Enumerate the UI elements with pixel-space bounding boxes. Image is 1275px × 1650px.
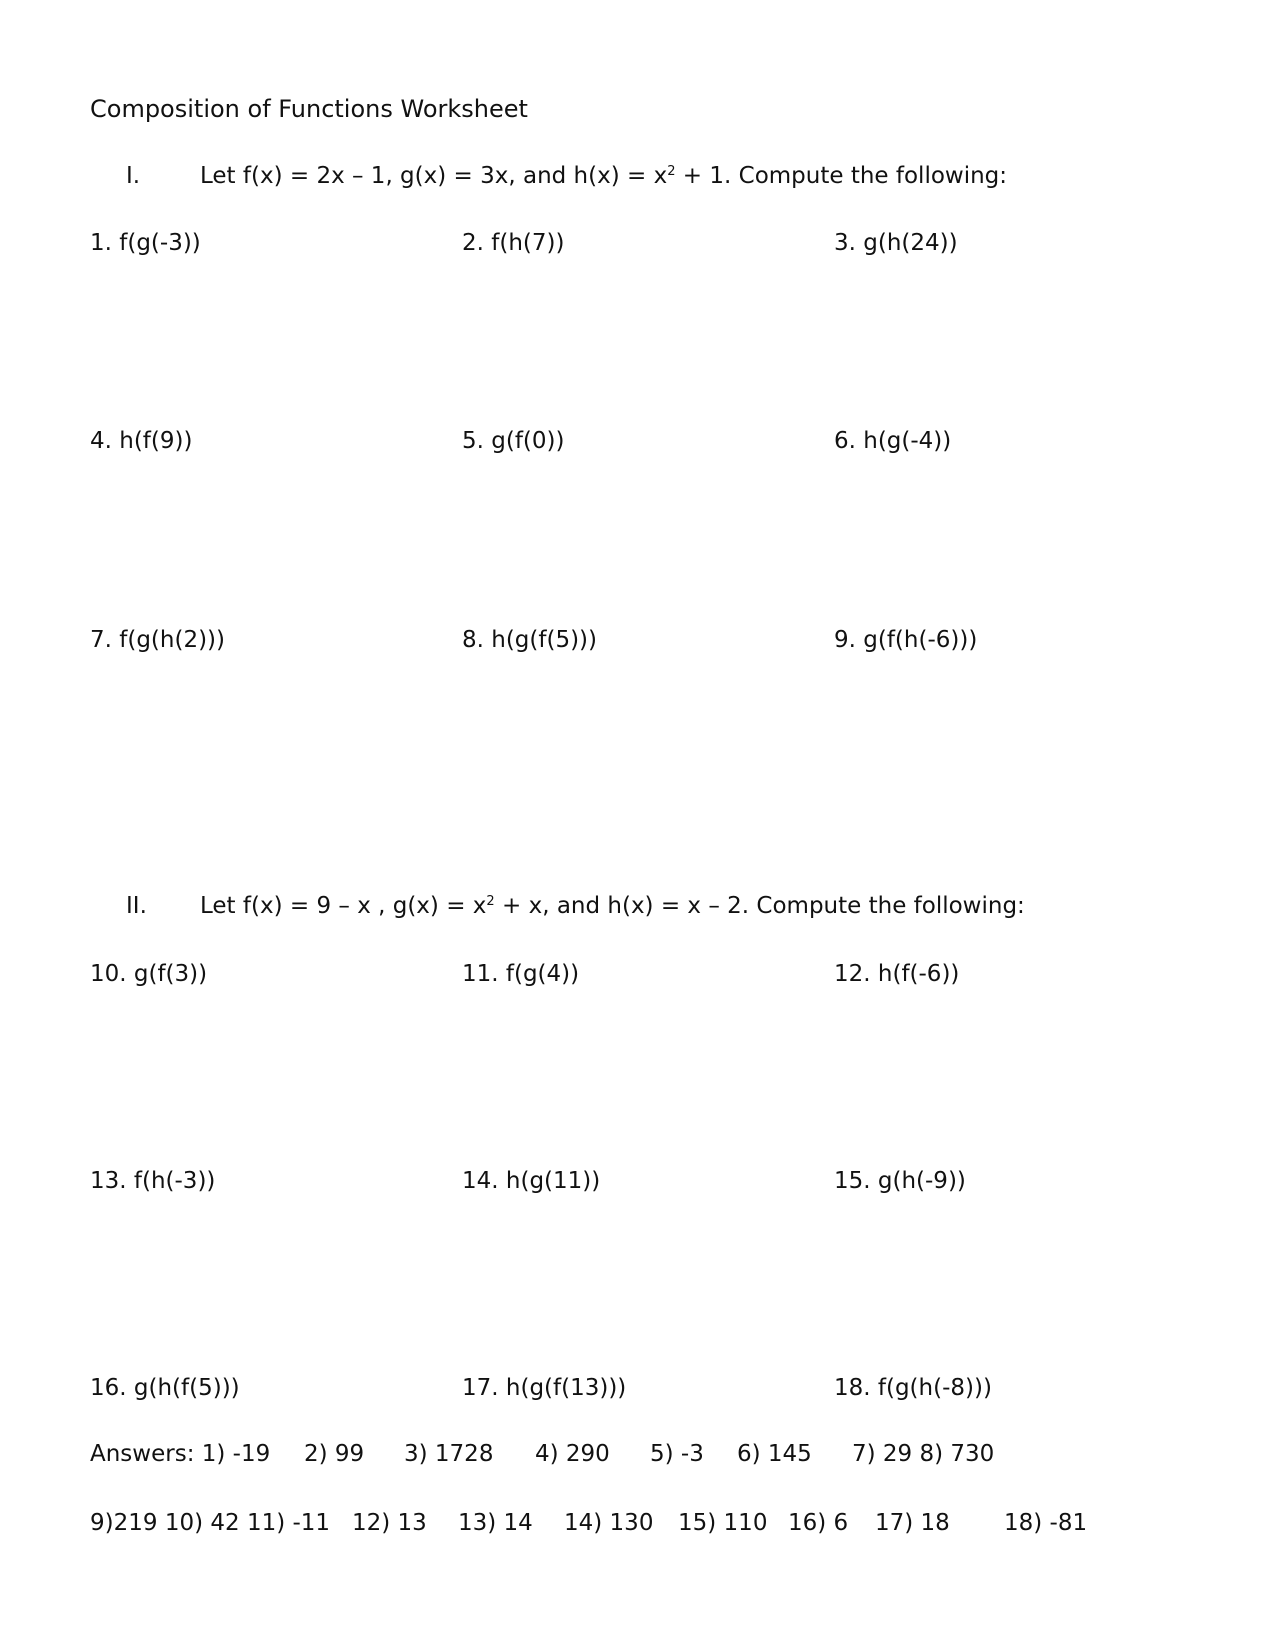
problem-17: 17. h(g(f(13))) [462,1375,627,1401]
problem-16: 16. g(h(f(5))) [90,1375,240,1401]
problem-7: 7. f(g(h(2))) [90,627,226,653]
problem-5: 5. g(f(0)) [462,428,565,454]
problem-2: 2. f(h(7)) [462,230,565,256]
section-2-instructions: Let f(x) = 9 – x , $g(x) = x^2 + x$, and h(x) = x – 2. Compute the following: [200,893,1025,919]
answer-item: Answers: 1) -19 [90,1441,271,1467]
problem-13: 13. f(h(-3)) [90,1168,216,1194]
answer-item: 15) 110 [678,1510,768,1536]
problem-18: 18. f(g(h(-8))) [834,1375,992,1401]
problem-6: 6. h(g(-4)) [834,428,952,454]
answer-item: 16) 6 [788,1510,849,1536]
problem-1: 1. f(g(-3)) [90,230,201,256]
answer-item: 2) 99 [304,1441,365,1467]
answer-item: 18) -81 [1004,1510,1088,1536]
answer-item: 17) 18 [875,1510,950,1536]
problem-3: 3. g(h(24)) [834,230,958,256]
answer-item: 4) 290 [535,1441,610,1467]
section-1-numeral: I. [126,163,141,189]
answer-item: 3) 1728 [404,1441,494,1467]
answer-item: 7) 29 8) 730 [852,1441,995,1467]
problem-9: 9. g(f(h(-6))) [834,627,978,653]
answer-item: 6) 145 [737,1441,812,1467]
problem-14: 14. h(g(11)) [462,1168,601,1194]
answer-item: 13) 14 [458,1510,533,1536]
section-1-instructions: Let f(x) = 2x – 1, g(x) = 3x, and $h(x) = x^2 + 1$. Compute the following: [200,163,1008,189]
problem-10: 10. g(f(3)) [90,961,208,987]
problem-11: 11. f(g(4)) [462,961,580,987]
worksheet-title: Composition of Functions Worksheet [90,95,528,123]
problem-12: 12. h(f(-6)) [834,961,960,987]
problem-8: 8. h(g(f(5))) [462,627,598,653]
answer-item: 14) 130 [564,1510,654,1536]
problem-4: 4. h(f(9)) [90,428,193,454]
answer-item: 5) -3 [650,1441,704,1467]
answer-item: 12) 13 [352,1510,427,1536]
problem-15: 15. g(h(-9)) [834,1168,966,1194]
answer-item: 9)219 10) 42 11) -11 [90,1510,331,1536]
section-2-numeral: II. [126,893,147,919]
